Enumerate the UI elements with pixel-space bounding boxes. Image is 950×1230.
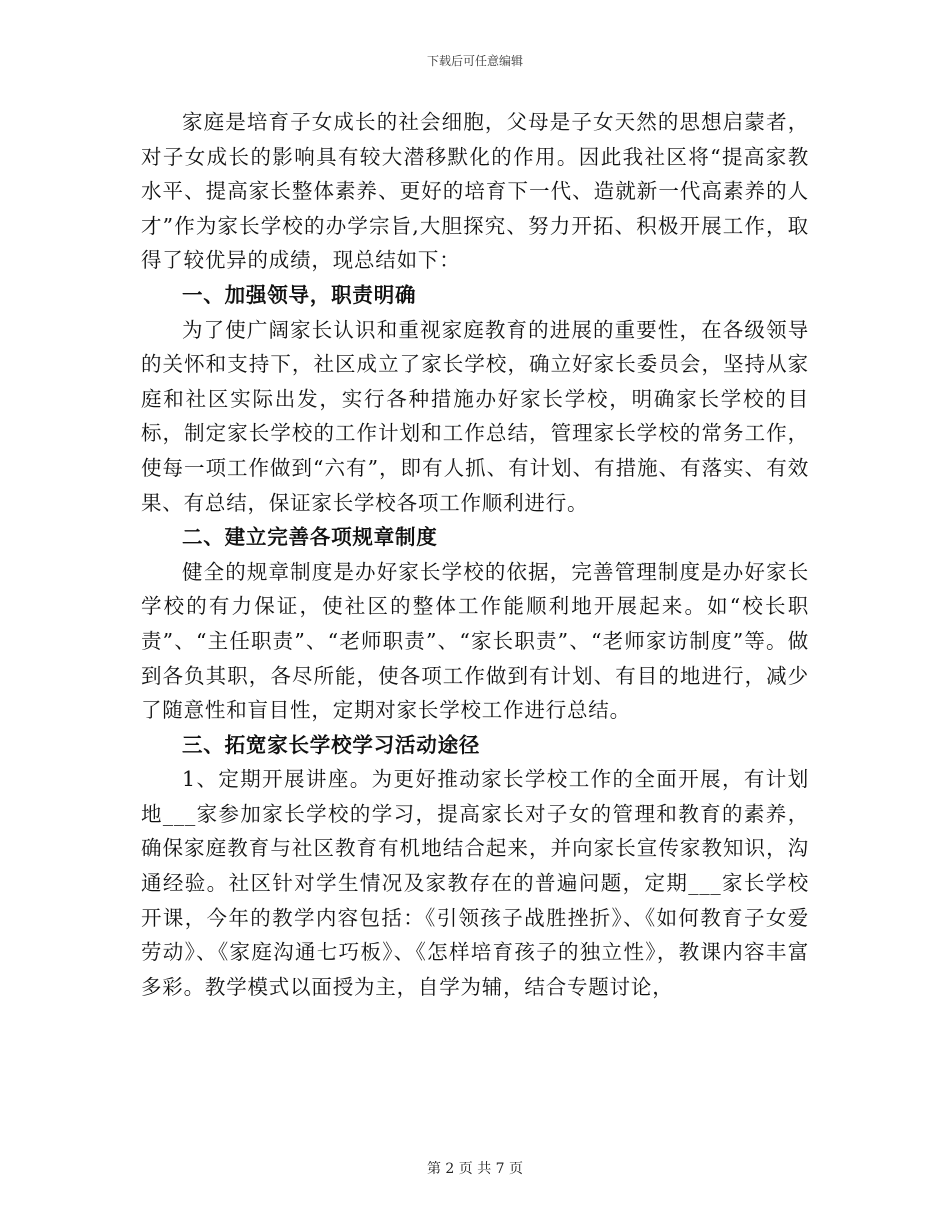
section-heading-3: 三、拓宽家长学校学习活动途径	[182, 732, 481, 757]
section-heading-2: 二、建立完善各项规章制度	[182, 525, 438, 550]
page-footer: 第 2 页 共 7 页	[426, 1161, 524, 1177]
section-heading-1: 一、加强领导，职责明确	[182, 282, 417, 307]
page-header: 下载后可任意编辑	[426, 54, 523, 68]
intro-paragraph: 家庭是培育子女成长的社会细胞，父母是子女天然的思想启蒙者，对子女成长的影响具有较大潜移默化的作用。因此我社区将“提高家教水平、提高家长整体素养、更好的培育下一代、造就新一代高素养的人才”作为家长学校的办学宗旨,大胆探究、努力开拓、积极开展工作，取得了较优异的成绩，现总结如下：	[141, 110, 809, 273]
section-2-paragraph: 健全的规章制度是办好家长学校的依据，完善管理制度是办好家长学校的有力保证，使社区的整体工作能顺利地开展起来。如“校长职责”、“主任职责”、“老师职责”、“家长职责”、“老师家访制度”等。做到各负其职，各尽所能，使各项工作做到有计划、有目的地进行，减少了随意性和盲目性，定期对家长学校工作进行总结。	[141, 559, 809, 723]
section-3-paragraph: 1、定期开展讲座。为更好推动家长学校工作的全面开展，有计划地___家参加家长学校的学习，提高家长对子女的管理和教育的素养，确保家庭教育与社区教育有机地结合起来，并向家长宣传家教知识，沟通经验。社区针对学生情况及家教存在的普遍问题，定期___家长学校开课，今年的教学内容包括：《引领孩子战胜挫折》、《如何教育子女爱劳动》、《家庭沟通七巧板》、《怎样培育孩子的独立性》，教课内容丰富多彩。教学模式以面授为主，自学为辅，结合专题讨论，	[141, 767, 809, 999]
section-1-paragraph: 为了使广阔家长认识和重视家庭教育的进展的重要性，在各级领导的关怀和支持下，社区成立了家长学校，确立好家长委员会，坚持从家庭和社区实际出发，实行各种措施办好家长学校，明确家长学校的目标，制定家长学校的工作计划和工作总结，管理家长学校的常务工作，使每一项工作做到“六有”，即有人抓、有计划、有措施、有落实、有效果、有总结，保证家长学校各项工作顺利进行。	[141, 317, 809, 515]
document-body	[141, 105, 809, 1004]
